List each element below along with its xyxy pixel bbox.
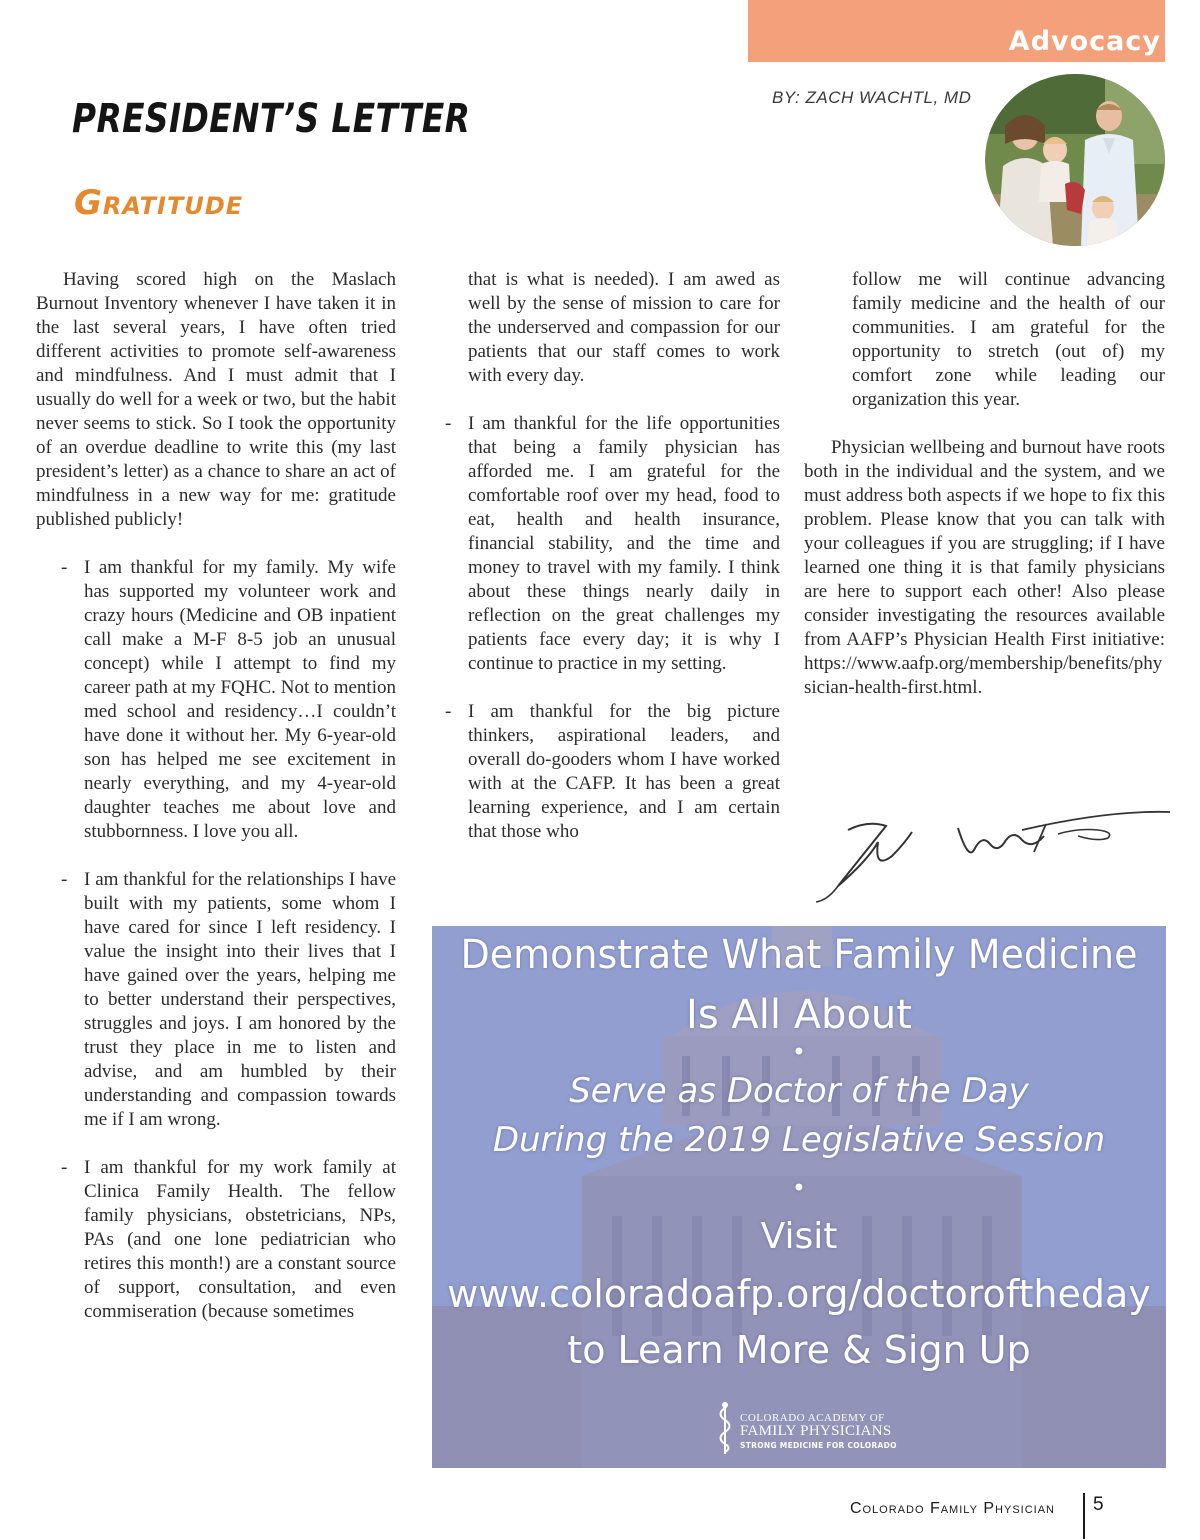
author-family-photo bbox=[985, 74, 1165, 246]
ad-url-link[interactable]: www.coloradoafp.org/doctoroftheday bbox=[447, 1272, 1151, 1316]
gratitude-item-work-family bbox=[61, 1156, 396, 1324]
gratitude-item-text: I am thankful for the life opportunities that being a family physician has afforded me. I am grateful for the comfortable roof over my head, food to eat, health and health insurance, financial stability, and the time and money to travel with my family. I think about these things nearly daily in reflection on the great challenges my patients face every day; it is why I continue to practice in my setting. bbox=[468, 413, 780, 674]
section-tab-label: Advocacy bbox=[1008, 26, 1161, 57]
intro-paragraph: Having scored high on the Maslach Burnout Inventory whenever I have taken it in the last several years, I have often tried different activities to promote self-awareness and mindfulness. And I must admit that I usually do well for a week or two, but the habit never seems to stick. So I took the opportunity of an overdue deadline to write this (my last president’s letter) as a chance to share an act of mindfulness in a new way for me: gratitude published publicly! bbox=[36, 269, 396, 530]
logo-tagline: STRONG MEDICINE FOR COLORADO bbox=[740, 1441, 897, 1450]
bullet-dash: - bbox=[61, 557, 68, 578]
doctor-of-the-day-ad[interactable] bbox=[432, 926, 1166, 1468]
gratitude-item-patients bbox=[61, 868, 396, 1132]
article-column-1 bbox=[36, 268, 396, 1348]
closing-text: Physician wellbeing and burnout have roots both in the individual and the system, and we must address both aspects if we hope to fix this problem. Please know that you can talk with your colleagues if you are struggling; if I have learned one thing it is that family physicians are here to support each other! Also please consider investigating the resources available from AAFP’s Physician Health First initiative: bbox=[804, 437, 1165, 650]
gratitude-item-continued: that is what is needed). I am awed as well by the sense of mission to care for the underserved and compassion for our patients that our staff comes to work with every day. bbox=[468, 269, 780, 386]
publication-name: Colorado Family Physician bbox=[849, 1500, 1055, 1517]
caduceus-icon bbox=[712, 1400, 738, 1456]
gratitude-item-continued: follow me will continue advancing family medicine and the health of our communities. I am grateful for the opportunity to stretch (out of) my comfort zone while leading our organization this year. bbox=[852, 269, 1165, 410]
byline: BY: ZACH WACHTL, MD bbox=[772, 88, 972, 107]
logo-line-1: COLORADO ACADEMY OF bbox=[740, 1412, 885, 1424]
bullet-dash: - bbox=[61, 1157, 68, 1178]
ad-separator: • bbox=[791, 1038, 807, 1066]
aafp-link[interactable]: https://www.aafp.org/membership/benefits/physician-health-first.html. bbox=[804, 653, 1163, 698]
ad-separator: • bbox=[791, 1174, 807, 1202]
gratitude-item-text: I am thankful for my family. My wife has supported my volunteer work and crazy hours (Medicine and OB inpatient call make a M-F 8-5 job an unusual concept) while I attempt to find my career path at my FQHC. Not to mention med school and residency…I couldn’t have done it without her. My 6-year-old son has helped me see excitement in nearly everything, and my 4-year-old daughter teaches me about love and stubbornness. I love you all. bbox=[84, 557, 396, 842]
ad-subhead-line-1: Serve as Doctor of the Day bbox=[569, 1071, 1029, 1111]
ad-call-to-action: to Learn More & Sign Up bbox=[567, 1328, 1031, 1372]
article-column-2 bbox=[445, 268, 780, 868]
ad-headline-line-2: Is All About bbox=[686, 992, 912, 1038]
article-title: Gratitude bbox=[74, 183, 244, 223]
section-tab bbox=[748, 0, 1165, 62]
gratitude-item-text: I am thankful for the relationships I have built with my patients, some whom I have cared for since I left residency. I value the insight into their lives that I have gained over the years, helping me to better understand their perspectives, struggles and joys. I am honored by the trust they place in me to listen and advise, and am humbled by their understanding and compassion towards me if I am wrong. bbox=[84, 869, 396, 1130]
closing-paragraph bbox=[804, 436, 1165, 700]
ad-visit-label: Visit bbox=[760, 1216, 838, 1257]
gratitude-item-opportunities bbox=[445, 412, 780, 676]
logo-line-2: FAMILY PHYSICIANS bbox=[740, 1423, 892, 1439]
article-column-3 bbox=[804, 268, 1165, 724]
ad-subhead-line-2: During the 2019 Legislative Session bbox=[492, 1120, 1106, 1160]
cafp-logo bbox=[712, 1396, 912, 1458]
gratitude-item-leaders bbox=[445, 700, 780, 844]
ad-headline-line-1: Demonstrate What Family Medicine bbox=[460, 932, 1138, 978]
page-headline: PRESIDENT’S LETTER bbox=[72, 96, 471, 142]
author-signature bbox=[808, 800, 1173, 910]
gratitude-item-text: I am thankful for the big picture thinkers, aspirational leaders, and overall do-gooders whom I have worked with at the CAFP. It has been a great learning experience, and I am certain that those who bbox=[468, 701, 780, 842]
footer-divider bbox=[1083, 1493, 1085, 1539]
bullet-dash: - bbox=[61, 869, 68, 890]
bullet-dash: - bbox=[445, 701, 452, 722]
page-number: 5 bbox=[1093, 1494, 1104, 1515]
gratitude-item-text: I am thankful for my work family at Clinica Family Health. The fellow family physicians, obstetricians, NPs, PAs (and one lone pediatrician who retires this month!) are a constant source of support, consultation, and even commiseration (because sometimes bbox=[84, 1157, 396, 1322]
gratitude-item-family bbox=[61, 556, 396, 844]
bullet-dash: - bbox=[445, 413, 452, 434]
